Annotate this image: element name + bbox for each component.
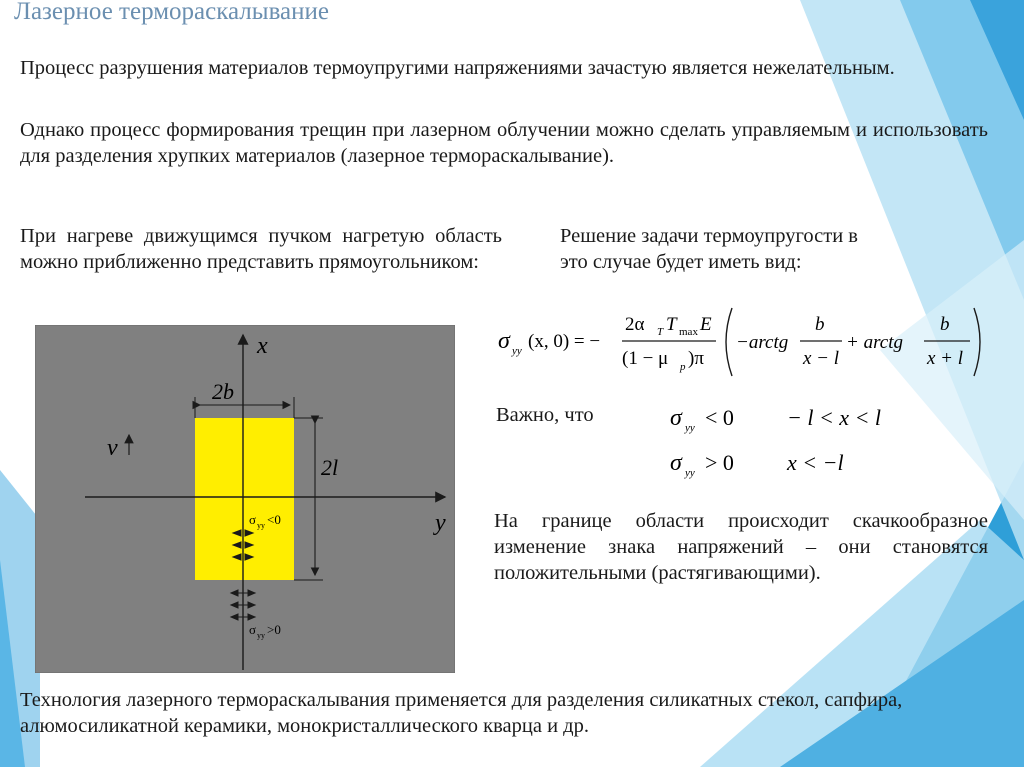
paragraph-2: Однако процесс формирования трещин при лазерном облучении можно сделать управляемым и использовать для разделения хрупких материалов (лазерное термораскалывание). (20, 119, 988, 167)
formula-num-T: T (666, 314, 677, 335)
height-label: 2l (321, 455, 339, 480)
cond2-sub: yy (685, 467, 695, 479)
formula-frac1-num: b (815, 314, 825, 335)
cond1-sigma: σ (670, 405, 682, 431)
cond1-sub: yy (685, 422, 695, 434)
thermoelastic-formula (490, 300, 990, 380)
cond1-range: − l < x < l (787, 405, 882, 430)
x-axis-label: x (257, 333, 268, 359)
formula-denominator: (1 − μ (622, 348, 669, 369)
formula-sigma-sub: yy (512, 345, 522, 357)
formula-den-sub: p (680, 361, 686, 373)
formula-frac2-num: b (940, 314, 950, 335)
formula-frac1-den: x − l (803, 348, 840, 369)
formula-lhs: (x, 0) = − (528, 331, 601, 352)
formula-num-max: max (679, 326, 698, 338)
velocity-label: v (107, 435, 118, 461)
stress-inside-sub: yy (257, 521, 265, 530)
formula-num-sub: T (657, 326, 664, 338)
width-label: 2b (212, 379, 234, 404)
y-axis-label: y (435, 510, 446, 536)
formula-num-E: E (700, 314, 712, 335)
stress-inside-sigma: σ (249, 512, 257, 527)
cond2-sigma: σ (670, 450, 682, 476)
formula-plus-term: + arctg (846, 332, 903, 353)
formula-numerator: 2α (625, 314, 645, 335)
formula-frac2-den: x + l (927, 348, 964, 369)
formula-sigma: σ (498, 328, 510, 354)
formula-den-end: )π (688, 348, 704, 369)
slide-title: Лазерное термораскалывание (14, 0, 329, 25)
stress-conditions (665, 395, 925, 490)
stress-outside-sigma: σ (249, 622, 257, 637)
important-label: Важно, что (496, 404, 594, 426)
heated-region-diagram (35, 325, 455, 673)
stress-outside-label: >0 (267, 622, 281, 637)
paragraph-boundary: На границе области происходит скачкообразное изменение знака напряжений – они становятся положительными (растягивающими). (494, 510, 988, 584)
paragraph-applications: Технология лазерного термораскалывания применяется для разделения силикатных стекол, сапфира, алюмосиликатной керамики, монокристаллического кварца и др. (20, 689, 903, 737)
paragraph-1: Процесс разрушения материалов термоупругими напряжениями зачастую является нежелательным. (20, 57, 895, 79)
cond2-range: x < −l (787, 450, 844, 475)
cond2-relation: > 0 (705, 450, 734, 475)
cond1-relation: < 0 (705, 405, 734, 430)
stress-outside-sub: yy (257, 631, 265, 640)
paragraph-solution: Решение задачи термоупругости в это случае будет иметь вид: (560, 225, 858, 273)
formula-term1: −arctg (736, 332, 789, 353)
paragraph-heated-region: При нагреве движущимся пучком нагретую область можно приближенно представить прямоугольником: (20, 225, 502, 273)
stress-inside-label: <0 (267, 512, 281, 527)
